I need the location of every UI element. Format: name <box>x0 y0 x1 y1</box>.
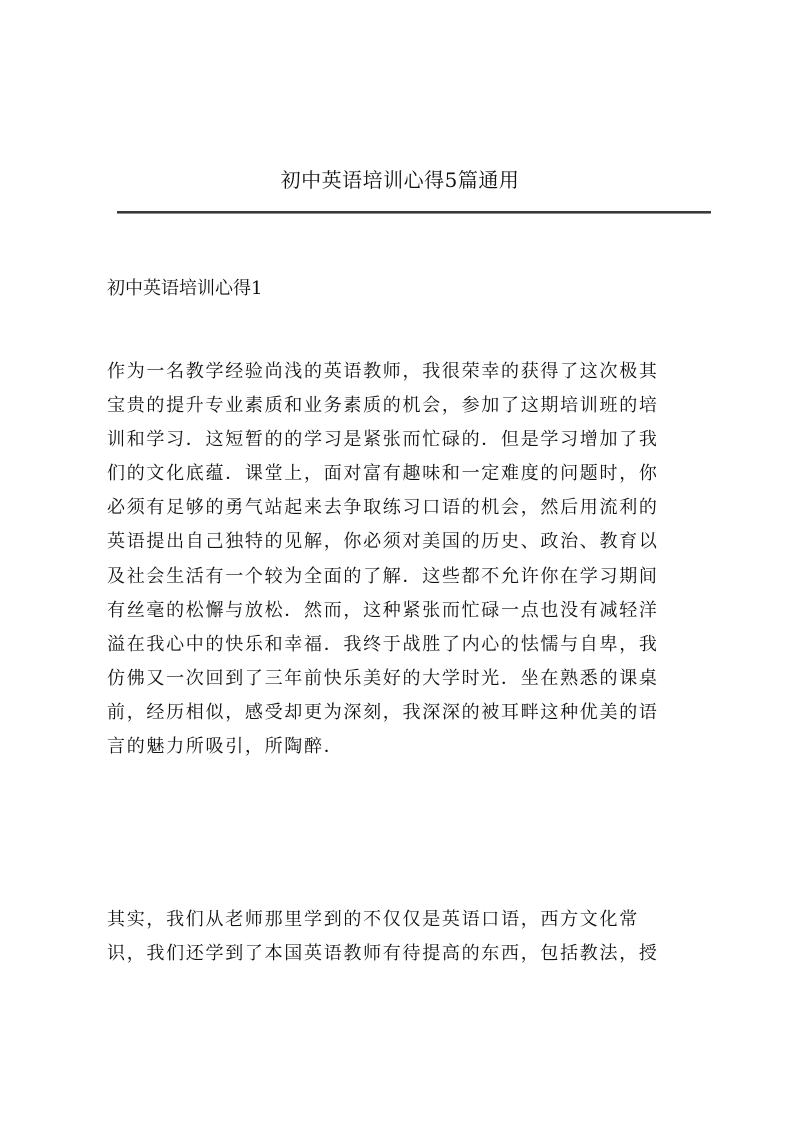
paragraph-line: 前，经历相似，感受却更为深刻，我深深的被耳畔这种优美的语 <box>107 701 659 723</box>
paragraph-line: 有丝毫的松懈与放松．然而，这种紧张而忙碌一点也没有减轻洋 <box>107 599 659 621</box>
paragraph-2 <box>107 903 707 971</box>
title-divider <box>117 211 711 214</box>
paragraph-line: 识，我们还学到了本国英语教师有待提高的东西，包括教法，授 <box>107 943 659 965</box>
paragraph-line: 作为一名教学经验尚浅的英语教师，我很荣幸的获得了这次极其 <box>107 361 659 382</box>
paragraph-line: 必须有足够的勇气站起来去争取练习口语的机会，然后用流利的 <box>107 497 659 519</box>
document-title: 初中英语培训心得5篇通用 <box>280 168 520 192</box>
section-heading: 初中英语培训心得1 <box>107 278 263 299</box>
paragraph-line: 仿佛又一次回到了三年前快乐美好的大学时光．坐在熟悉的课桌 <box>107 667 659 689</box>
paragraph-line: 英语提出自己独特的见解，你必须对美国的历史、政治、教育以 <box>107 531 659 553</box>
paragraph-line: 其实，我们从老师那里学到的不仅仅是英语口语，西方文化常 <box>107 909 639 930</box>
paragraph-line: 训和学习．这短暂的的学习是紧张而忙碌的．但是学习增加了我 <box>107 429 659 451</box>
paragraph-line: 言的魅力所吸引，所陶醉． <box>107 736 344 758</box>
paragraph-line: 溢在我心中的快乐和幸福．我终于战胜了内心的怯懦与自卑，我 <box>107 633 659 655</box>
paragraph-line: 及社会生活有一个较为全面的了解．这些都不允许你在学习期间 <box>107 565 659 587</box>
paragraph-1 <box>107 355 707 764</box>
paragraph-line: 宝贵的提升专业素质和业务素质的机会，参加了这期培训班的培 <box>107 395 659 417</box>
paragraph-line: 们的文化底蕴．课堂上，面对富有趣味和一定难度的问题时，你 <box>107 463 659 485</box>
